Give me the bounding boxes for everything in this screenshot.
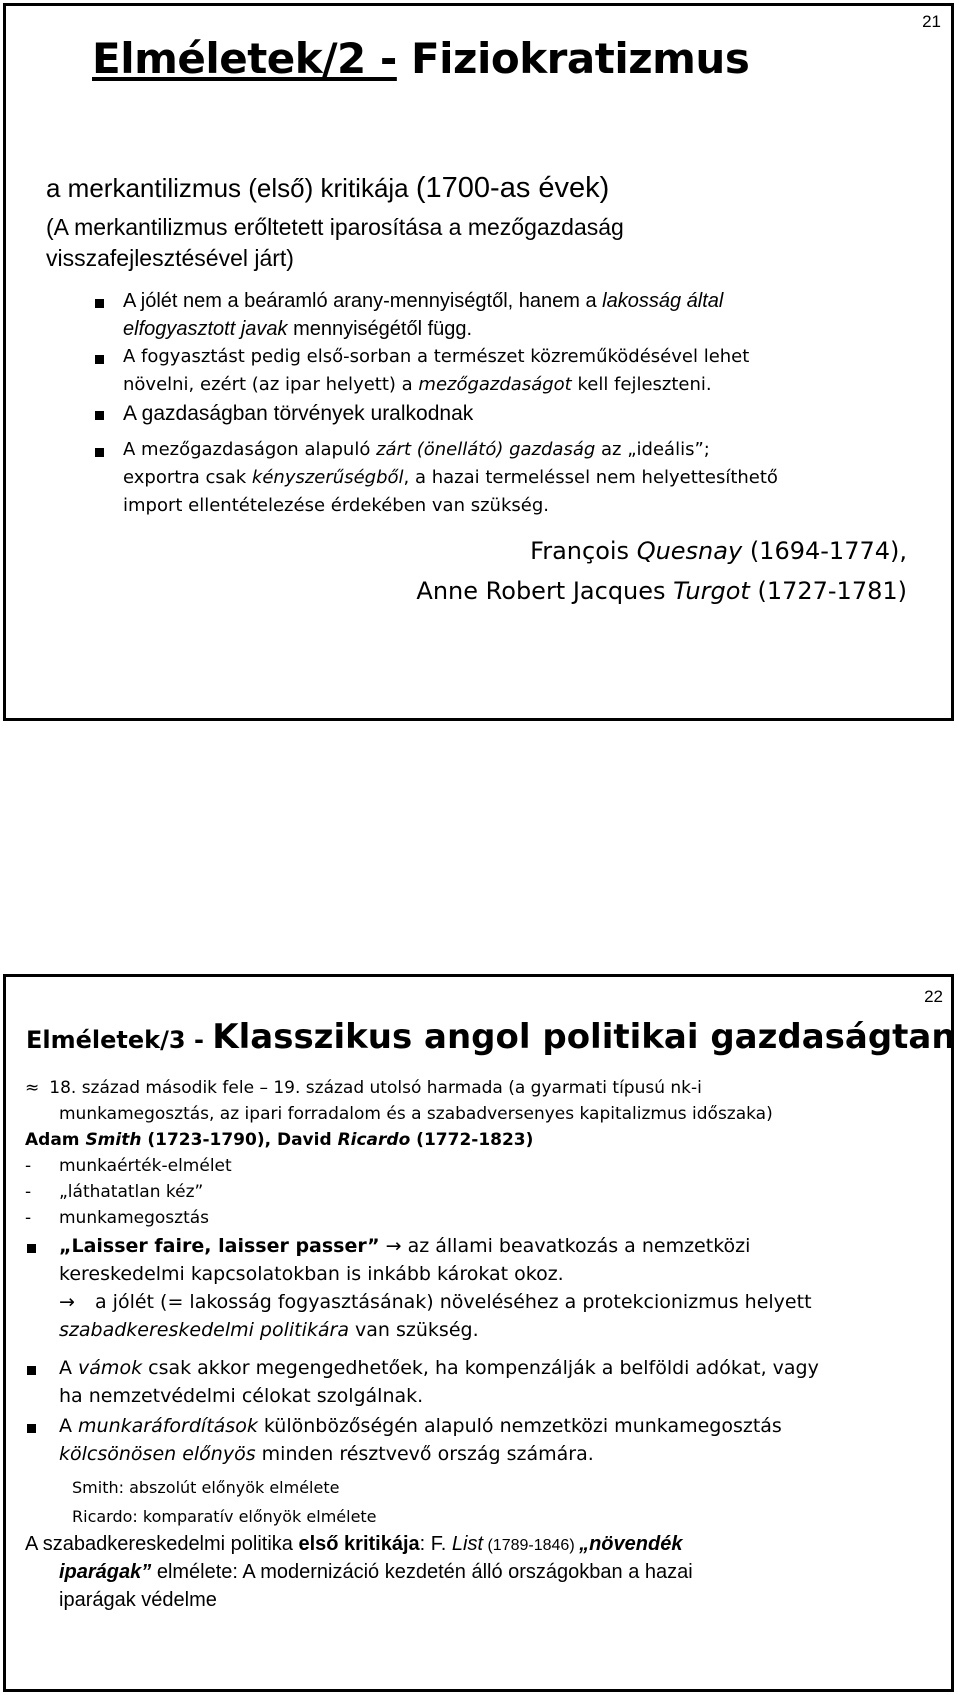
text: (1727-1781) [749, 577, 907, 605]
labor-line-2 [59, 1443, 594, 1465]
bullet-square-icon [27, 1366, 36, 1375]
bullet-1-line-1 [123, 290, 723, 313]
text: A jólét nem a beáramló arany-mennyiségtől, hanem a [123, 290, 603, 312]
page-title [92, 34, 749, 83]
title-prefix: Elméletek/3 - [26, 1026, 213, 1054]
text: exportra csak [123, 467, 252, 488]
text: munkamegosztás [59, 1208, 210, 1228]
text-italic: lakosság által [602, 290, 724, 312]
bullet-square-icon [95, 299, 104, 308]
title-main: Klasszikus angol politikai gazdaságtan [212, 1017, 956, 1057]
dash-item-2 [25, 1182, 203, 1202]
bullet-4-line-1 [123, 439, 710, 460]
text: , a hazai termeléssel nem helyettesíthető [403, 467, 778, 488]
tariffs-line-2: ha nemzetvédelmi célokat szolgálnak. [59, 1385, 424, 1407]
text: növelni, ezért (az ipar helyett) a [123, 374, 419, 395]
labor-line-1 [59, 1415, 782, 1437]
laisser-faire-line-2: kereskedelmi kapcsolatokban is inkább károkat okoz. [59, 1263, 564, 1285]
text: elmélete: A modernizáció kezdetén álló országokban a hazai [151, 1561, 693, 1583]
bullet-square-icon [95, 355, 104, 364]
subtitle [46, 172, 609, 205]
author-turgot [416, 577, 907, 605]
text: az állami beavatkozás a nemzetközi [401, 1235, 751, 1257]
text-bold-italic: „növendék [579, 1533, 683, 1555]
bullet-1-line-2 [123, 318, 472, 341]
bullet-4-line-2 [123, 467, 778, 488]
text-italic: szabadkereskedelmi politikára [59, 1319, 349, 1341]
text: : F. [419, 1533, 452, 1555]
list-line-2 [59, 1561, 693, 1584]
text: különbözőségén alapuló nemzetközi munkamegosztás [257, 1415, 782, 1437]
page-number: 22 [924, 987, 943, 1006]
authors-line [25, 1130, 533, 1150]
title-part1: Elméletek/2 - [92, 34, 397, 83]
text-italic: Ricardo [337, 1130, 411, 1150]
text-italic: zárt (önellátó) gazdaság [376, 439, 596, 460]
subtitle-period: (1700-as évek) [415, 172, 610, 204]
text: A mezőgazdaságon alapuló [123, 439, 377, 460]
slide-21 [3, 3, 954, 721]
text: A [59, 1357, 79, 1379]
text-italic: munkaráfordítások [78, 1415, 258, 1437]
approx-icon: ≈ [25, 1078, 40, 1098]
text-bold-italic: iparágak” [59, 1561, 152, 1583]
laisser-faire-line-1 [59, 1235, 750, 1257]
text: A [59, 1415, 79, 1437]
tariffs-line-1 [59, 1357, 819, 1379]
text-italic: List [451, 1533, 484, 1555]
text-bold: „Laisser faire, laisser passer” [59, 1235, 380, 1257]
text-italic: kölcsönösen előnyös [59, 1443, 256, 1465]
arrow-right-icon: → [385, 1235, 402, 1257]
text: (1772-1823) [410, 1130, 534, 1150]
text: Adam [25, 1130, 86, 1150]
text-small: (1789-1846) [483, 1537, 580, 1554]
ricardo-theory: Ricardo: komparatív előnyök elmélete [72, 1507, 377, 1526]
text: A szabadkereskedelmi politika [25, 1533, 299, 1555]
author-quesnay [530, 537, 907, 565]
arrow-line-1 [59, 1291, 812, 1313]
text-italic: vámok [78, 1357, 143, 1379]
bullet-square-icon [27, 1424, 36, 1433]
bullet-2-line-1: A fogyasztást pedig első-sorban a természet közreműködésével lehet [123, 346, 750, 367]
text: (1694-1774), [742, 537, 907, 565]
text-italic: Quesnay [636, 537, 743, 565]
paren-line-1: (A merkantilizmus erőltetett iparosítása a mezőgazdaság [46, 214, 624, 240]
page-number: 21 [922, 12, 941, 31]
text-italic: Smith [85, 1130, 142, 1150]
text-italic: mezőgazdaságot [418, 374, 572, 395]
text: kell fejleszteni. [571, 374, 712, 395]
dash-item-1 [25, 1156, 232, 1176]
bullet-square-icon [95, 411, 104, 420]
text: a jólét (= lakosság fogyasztásának) növeléséhez a protekcionizmus helyett [95, 1291, 812, 1313]
bullet-2-line-2 [123, 374, 712, 395]
text: François [530, 537, 637, 565]
page-title [26, 1017, 956, 1057]
paren-line-2: visszafejlesztésével járt) [46, 245, 294, 271]
text: Anne Robert Jacques [416, 577, 674, 605]
text: „láthatatlan kéz” [59, 1182, 204, 1202]
text: (1723-1790), David [141, 1130, 338, 1150]
dash-icon: - [25, 1156, 32, 1176]
text: 18. század második fele – 19. század utolsó harmada (a gyarmati típusú nk-i [49, 1078, 702, 1098]
text: munkaérték-elmélet [59, 1156, 232, 1176]
bullet-3: A gazdaságban törvények uralkodnak [123, 402, 474, 425]
text-bold: első kritikája [298, 1533, 420, 1555]
text: csak akkor megengedhetőek, ha kompenzálják a belföldi adókat, vagy [142, 1357, 819, 1379]
text: mennyiségétől függ. [287, 318, 473, 340]
text-italic: Turgot [673, 577, 750, 605]
bullet-4-line-3: import ellentételezése érdekében van szükség. [123, 495, 549, 516]
arrow-line-2 [59, 1319, 479, 1341]
dash-icon: - [25, 1182, 32, 1202]
smith-theory: Smith: abszolút előnyök elmélete [72, 1478, 340, 1497]
text: minden résztvevő ország számára. [255, 1443, 594, 1465]
dash-item-3 [25, 1208, 209, 1228]
period-line-2: munkamegosztás, az ipari forradalom és a szabadversenyes kapitalizmus időszaka) [59, 1104, 773, 1124]
text: van szükség. [349, 1319, 479, 1341]
list-line-3: iparágak védelme [59, 1589, 217, 1611]
subtitle-text: a merkantilizmus (első) kritikája [46, 173, 416, 203]
text-italic: elfogyasztott javak [123, 318, 288, 340]
bullet-square-icon [27, 1244, 36, 1253]
list-line-1 [25, 1533, 682, 1556]
title-part2: Fiziokratizmus [396, 34, 750, 83]
text-italic: kényszerűségből [251, 467, 404, 488]
bullet-square-icon [95, 448, 104, 457]
dash-icon: - [25, 1208, 32, 1228]
arrow-right-icon: → [59, 1291, 75, 1313]
period-line-1 [25, 1078, 702, 1098]
slide-22 [3, 974, 954, 1692]
text: az „ideális”; [595, 439, 710, 460]
